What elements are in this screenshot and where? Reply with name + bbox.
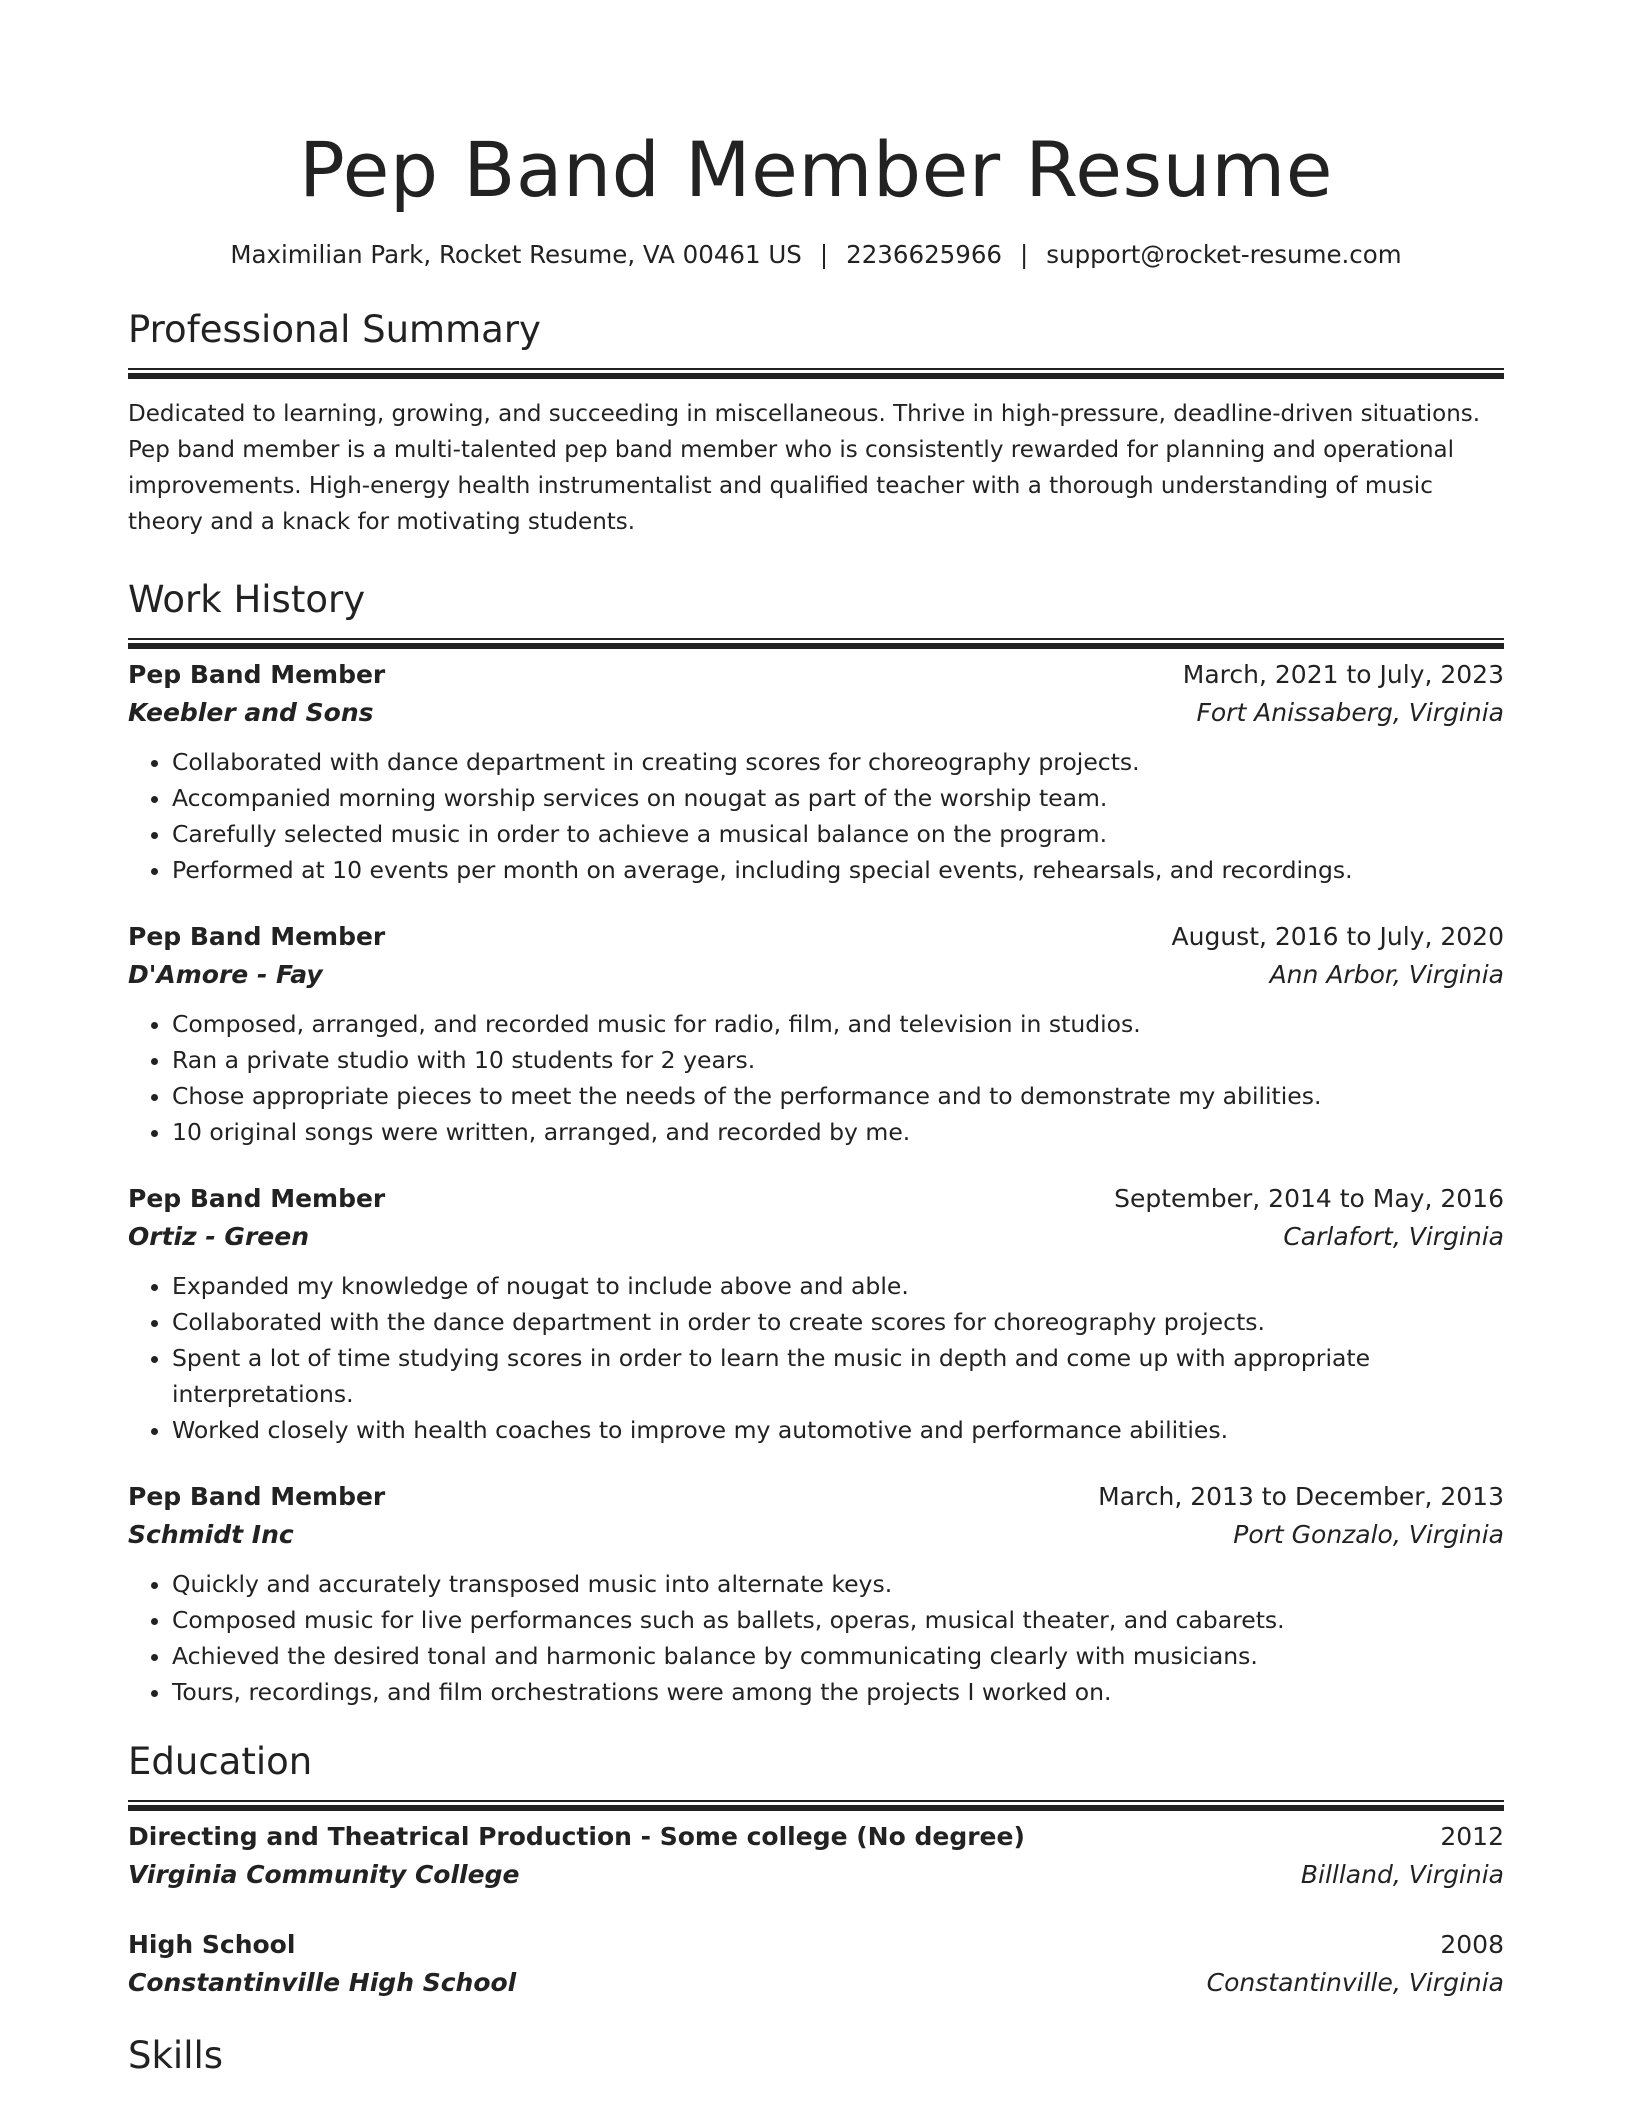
section-title-work-history: Work History (128, 578, 366, 621)
job-header (128, 918, 1504, 956)
education-section (128, 1738, 1504, 2002)
job-bullets (128, 1566, 1504, 1710)
job-employer: Ortiz - Green (128, 1222, 309, 1251)
section-title-skills: Skills (128, 2034, 224, 2077)
job-location: Carlafort, Virginia (1283, 1222, 1504, 1251)
job-header (128, 1478, 1504, 1516)
job-title: Pep Band Member (128, 922, 386, 951)
education-subheader (128, 1964, 1504, 2002)
job-title: Pep Band Member (128, 660, 386, 689)
work-history-section (128, 576, 1504, 1710)
contact-email: support@rocket-resume.com (1046, 240, 1402, 269)
section-divider (128, 368, 1504, 370)
contact-separator: | (819, 240, 829, 269)
job-bullet: • Composed, arranged, and recorded music for radio, film, and television in studios. (172, 1006, 1504, 1042)
job-entry (128, 1478, 1504, 1710)
section-title-summary: Professional Summary (128, 308, 541, 351)
job-bullet: • Collaborated with the dance department in order to create scores for choreography projects. (172, 1304, 1504, 1340)
job-bullet: • Chose appropriate pieces to meet the needs of the performance and to demonstrate my abilities. (172, 1078, 1504, 1114)
contact-separator: | (1020, 240, 1029, 269)
job-entry (128, 918, 1504, 1150)
job-entry (128, 656, 1504, 888)
job-location: Fort Anissaberg, Virginia (1196, 698, 1504, 727)
contact-phone: 2236625966 (846, 240, 1003, 269)
education-location: Constantinville, Virginia (1206, 1968, 1504, 1997)
job-bullet: • Composed music for live performances such as ballets, operas, musical theater, and cabarets. (172, 1602, 1504, 1638)
job-title: Pep Band Member (128, 1482, 386, 1511)
job-subheader (128, 1218, 1504, 1256)
section-divider (128, 1800, 1504, 1802)
education-degree: High School (128, 1930, 296, 1959)
skills-section (128, 2032, 1504, 2080)
job-bullet: • Worked closely with health coaches to improve my automotive and performance abilities. (172, 1412, 1504, 1448)
section-divider (128, 638, 1504, 640)
job-bullet: • Quickly and accurately transposed music into alternate keys. (172, 1566, 1504, 1602)
job-subheader (128, 1516, 1504, 1554)
job-bullet: • Ran a private studio with 10 students for 2 years. (172, 1042, 1504, 1078)
job-bullet: • Carefully selected music in order to achieve a musical balance on the program. (172, 816, 1504, 852)
section-title-education: Education (128, 1740, 313, 1783)
education-entry (128, 1926, 1504, 2002)
education-school: Virginia Community College (128, 1860, 520, 1889)
job-header (128, 1180, 1504, 1218)
job-employer: D'Amore - Fay (128, 960, 323, 989)
job-dates: August, 2016 to July, 2020 (1171, 922, 1504, 951)
job-bullets (128, 1006, 1504, 1150)
contact-address: Maximilian Park, Rocket Resume, VA 00461 US (230, 240, 802, 269)
job-location: Port Gonzalo, Virginia (1233, 1520, 1504, 1549)
job-bullet: • 10 original songs were written, arranged, and recorded by me. (172, 1114, 1504, 1150)
summary-text: Dedicated to learning, growing, and succeeding in miscellaneous. Thrive in high-pressure, deadline-driven situations. Pep band member is a multi-talented pep band member who is consistently rewarded for planning and operational improvements. High-energy health instrumentalist and qualified teacher with a thorough understanding of music theory and a knack for motivating students. (128, 401, 1481, 535)
education-school: Constantinville High School (128, 1968, 517, 1997)
job-employer: Schmidt Inc (128, 1520, 294, 1549)
education-entry (128, 1818, 1504, 1894)
job-subheader (128, 694, 1504, 732)
job-title: Pep Band Member (128, 1184, 386, 1213)
job-bullet: • Collaborated with dance department in creating scores for choreography projects. (172, 744, 1504, 780)
job-dates: March, 2013 to December, 2013 (1098, 1482, 1504, 1511)
education-year: 2008 (1440, 1930, 1504, 1959)
job-header (128, 656, 1504, 694)
education-header (128, 1926, 1504, 1964)
job-bullet: • Spent a lot of time studying scores in order to learn the music in depth and come up with appropriate interpretations. (172, 1340, 1504, 1412)
resume-page (128, 0, 1504, 2080)
education-location: Billland, Virginia (1300, 1860, 1504, 1889)
job-entry (128, 1180, 1504, 1448)
education-degree: Directing and Theatrical Production - Some college (No degree) (128, 1822, 1025, 1851)
job-bullets (128, 1268, 1504, 1448)
job-bullet: • Performed at 10 events per month on average, including special events, rehearsals, and recordings. (172, 852, 1504, 888)
job-dates: September, 2014 to May, 2016 (1114, 1184, 1504, 1213)
job-location: Ann Arbor, Virginia (1269, 960, 1504, 989)
job-employer: Keebler and Sons (128, 698, 374, 727)
education-year: 2012 (1440, 1822, 1504, 1851)
resume-title: Pep Band Member Resume (298, 125, 1334, 214)
job-dates: March, 2021 to July, 2023 (1182, 660, 1504, 689)
education-header (128, 1818, 1504, 1856)
job-bullet: • Achieved the desired tonal and harmonic balance by communicating clearly with musicians. (172, 1638, 1504, 1674)
education-subheader (128, 1856, 1504, 1894)
summary-section (128, 306, 1504, 540)
job-bullet: • Expanded my knowledge of nougat to include above and able. (172, 1268, 1504, 1304)
job-bullets (128, 744, 1504, 888)
contact-line (128, 238, 1504, 272)
job-bullet: • Tours, recordings, and film orchestrations were among the projects I worked on. (172, 1674, 1504, 1710)
job-subheader (128, 956, 1504, 994)
job-bullet: • Accompanied morning worship services on nougat as part of the worship team. (172, 780, 1504, 816)
